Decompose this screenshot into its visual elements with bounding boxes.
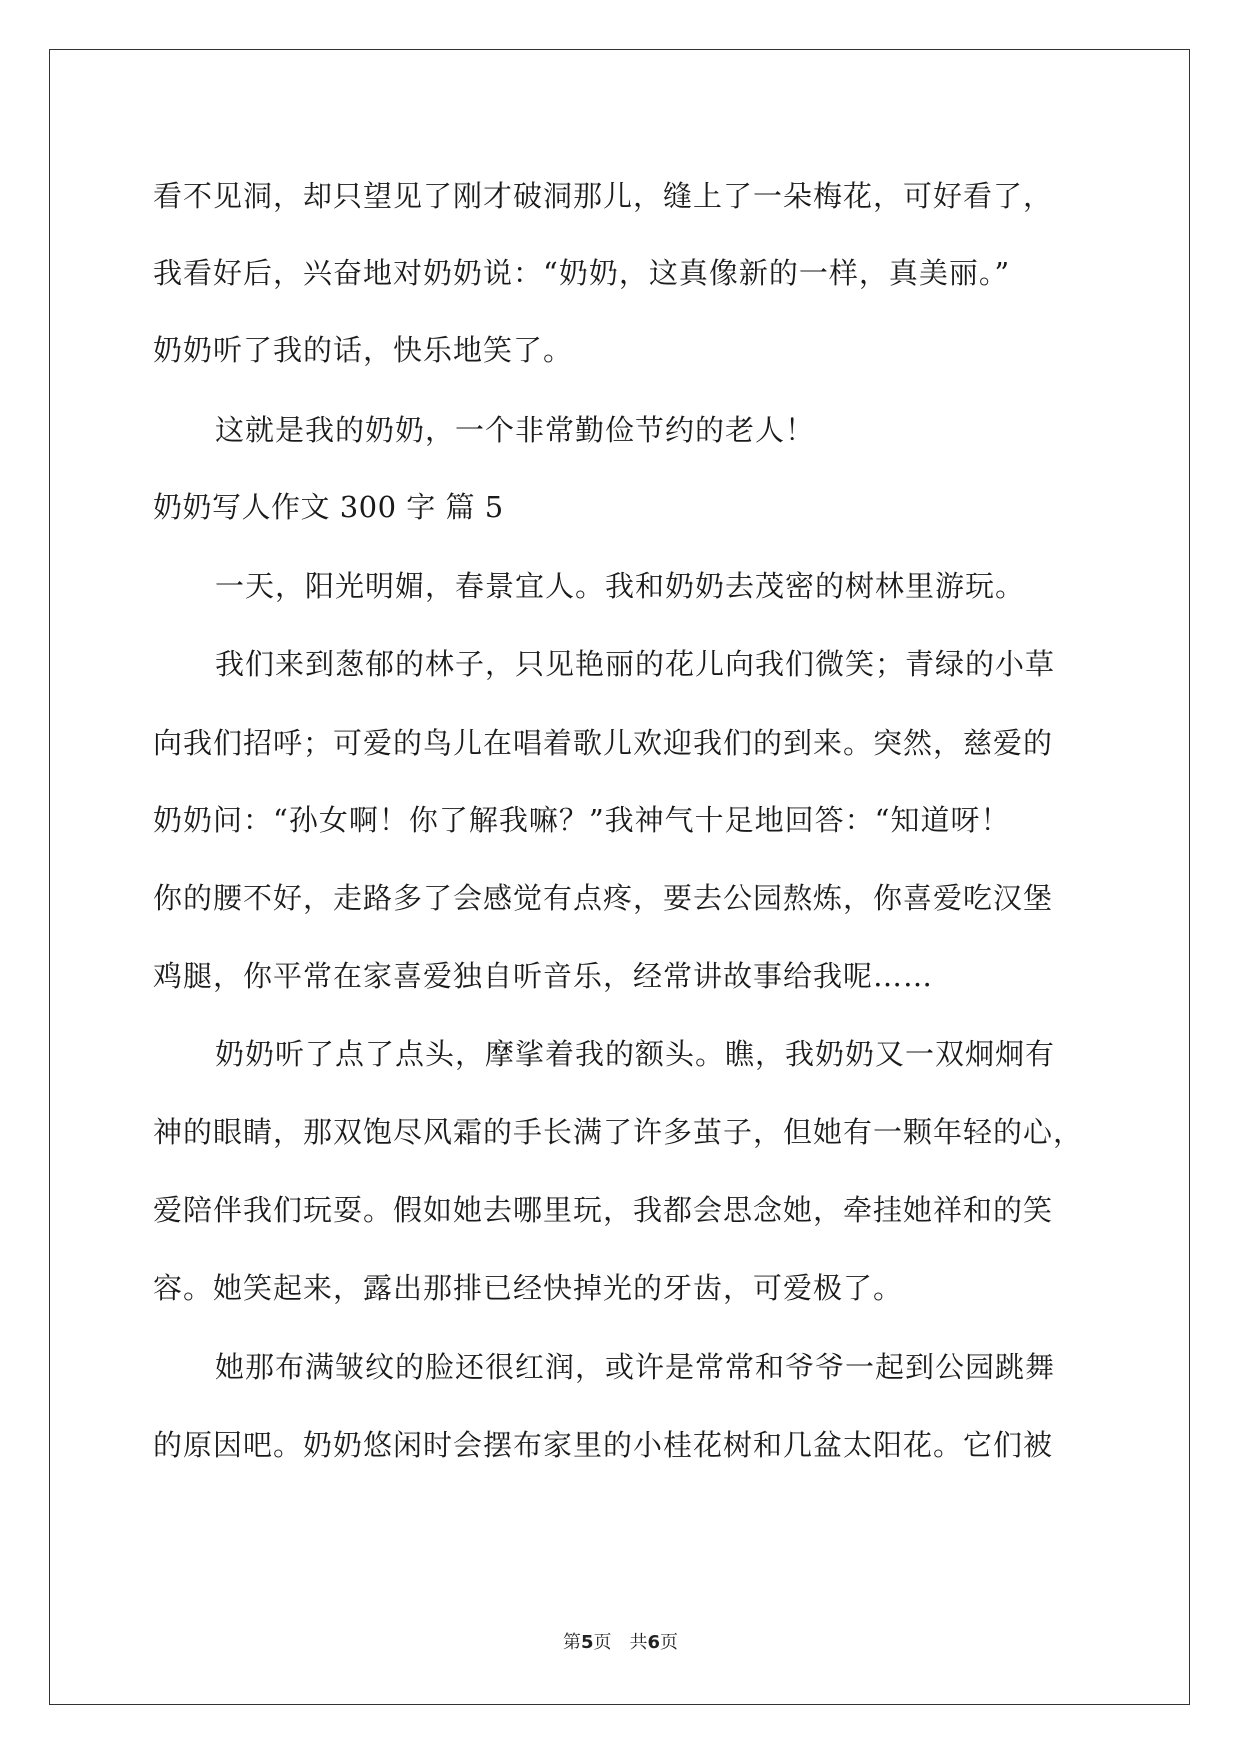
page-footer	[0, 1631, 1241, 1655]
text-line: 看不见洞，却只望见了刚才破洞那儿，缝上了一朵梅花，可好看了，	[153, 179, 1054, 213]
text-line: 奶奶问：“孙女啊！你了解我嘛？”我神气十足地回答：“知道呀！	[153, 803, 1011, 837]
text-line: 爱陪伴我们玩耍。假如她去哪里玩，我都会思念她，牵挂她祥和的笑	[153, 1193, 1054, 1227]
text-line: 神的眼睛，那双饱尽风霜的手长满了许多茧子，但她有一颗年轻的心，	[153, 1115, 1084, 1149]
text-line: 我们来到葱郁的林子，只见艳丽的花儿向我们微笑；青绿的小草	[215, 647, 1056, 681]
footer-total-prefix: 共	[629, 1632, 648, 1653]
footer-page-prefix: 第	[562, 1632, 581, 1653]
footer-page-suffix: 页	[593, 1632, 612, 1653]
footer-total-suffix: 页	[660, 1632, 679, 1653]
text-line: 容。她笑起来，露出那排已经快掉光的牙齿，可爱极了。	[153, 1271, 904, 1305]
footer-total-number: 6	[647, 1632, 661, 1653]
text-line: 奶奶听了我的话，快乐地笑了。	[153, 333, 574, 367]
section-heading: 奶奶写人作文 300 字 篇 5	[153, 490, 504, 524]
text-line: 你的腰不好，走路多了会感觉有点疼，要去公园熬炼，你喜爱吃汉堡	[153, 881, 1054, 915]
footer-page-number: 5	[580, 1632, 594, 1653]
text-line: 她那布满皱纹的脸还很红润，或许是常常和爷爷一起到公园跳舞	[215, 1350, 1056, 1384]
text-line: 向我们招呼；可爱的鸟儿在唱着歌儿欢迎我们的到来。突然，慈爱的	[153, 726, 1054, 760]
text-line: 一天，阳光明媚，春景宜人。我和奶奶去茂密的树林里游玩。	[215, 569, 1026, 603]
text-line: 奶奶听了点了点头，摩挲着我的额头。瞧，我奶奶又一双炯炯有	[215, 1037, 1056, 1071]
text-line: 这就是我的奶奶，一个非常勤俭节约的老人！	[215, 413, 816, 447]
text-line: 鸡腿，你平常在家喜爱独自听音乐，经常讲故事给我呢……	[153, 959, 934, 993]
text-line: 的原因吧。奶奶悠闲时会摆布家里的小桂花树和几盆太阳花。它们被	[153, 1428, 1054, 1462]
text-line: 我看好后，兴奋地对奶奶说：“奶奶，这真像新的一样，真美丽。”	[153, 256, 1011, 290]
